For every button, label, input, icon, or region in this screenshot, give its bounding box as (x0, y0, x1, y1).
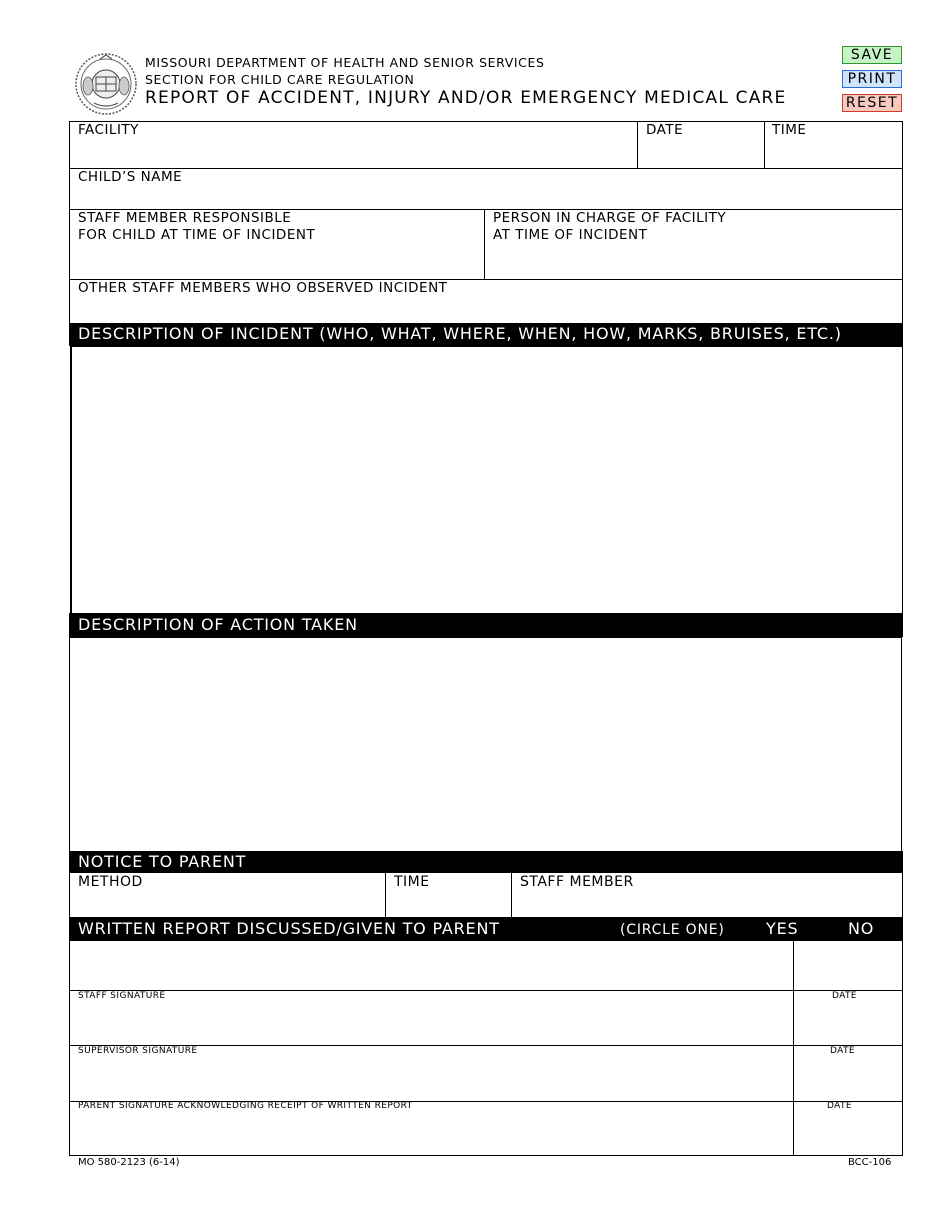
incident-section-header (69, 323, 903, 346)
staff-signature-date-label: DATE (832, 991, 858, 1001)
staff-signature-date-field[interactable] (794, 941, 901, 989)
yes-option[interactable]: YES (766, 919, 799, 938)
action-section-header (69, 613, 903, 637)
save-button[interactable]: SAVE (842, 46, 902, 64)
staff-responsible-label-line1: STAFF MEMBER RESPONSIBLE (78, 210, 292, 226)
date-label: DATE (646, 122, 684, 138)
print-button[interactable]: PRINT (842, 70, 902, 88)
supervisor-signature-date-label: DATE (830, 1046, 856, 1056)
parent-signature-field[interactable] (70, 1113, 792, 1154)
notice-time-label: TIME (394, 874, 430, 890)
written-report-title: WRITTEN REPORT DISCUSSED/GIVEN TO PARENT (78, 919, 500, 938)
facility-field[interactable] (70, 122, 636, 167)
supervisor-signature-date-field[interactable] (794, 1002, 901, 1044)
no-option[interactable]: NO (848, 919, 875, 938)
circle-one-label: (CIRCLE ONE) (620, 922, 725, 938)
section-name: SECTION FOR CHILD CARE REGULATION (145, 72, 415, 87)
parent-signature-label: PARENT SIGNATURE ACKNOWLEDGING RECEIPT OF WRITTEN REPORT (78, 1101, 413, 1111)
child-name-label: CHILD’S NAME (78, 169, 183, 185)
staff-signature-field[interactable] (70, 941, 792, 989)
notice-section-title: NOTICE TO PARENT (78, 852, 247, 871)
time-label: TIME (772, 122, 807, 138)
staff-responsible-label-line2: FOR CHILD AT TIME OF INCIDENT (78, 227, 316, 243)
notice-staff-member-label: STAFF MEMBER (520, 874, 634, 890)
written-report-header (69, 917, 903, 941)
form-code: BCC-106 (848, 1157, 892, 1168)
parent-signature-date-label: DATE (827, 1101, 853, 1111)
state-seal-icon (74, 51, 138, 117)
child-name-field[interactable] (70, 169, 901, 208)
person-in-charge-label-line2: AT TIME OF INCIDENT (493, 227, 648, 243)
parent-signature-date-field[interactable] (794, 1113, 901, 1154)
page-title: REPORT OF ACCIDENT, INJURY AND/OR EMERGENCY MEDICAL CARE (145, 88, 787, 108)
notice-method-label: METHOD (78, 874, 143, 890)
incident-section-title: DESCRIPTION OF INCIDENT (WHO, WHAT, WHERE, WHEN, HOW, MARKS, BRUISES, ETC.) (78, 324, 842, 343)
department-name: MISSOURI DEPARTMENT OF HEALTH AND SENIOR SERVICES (145, 55, 545, 70)
facility-label: FACILITY (78, 122, 139, 138)
form-number: MO 580-2123 (6-14) (78, 1157, 180, 1168)
notice-section-header (69, 851, 903, 873)
staff-signature-label: STAFF SIGNATURE (78, 991, 166, 1001)
person-in-charge-label-line1: PERSON IN CHARGE OF FACILITY (493, 210, 727, 226)
other-staff-label: OTHER STAFF MEMBERS WHO OBSERVED INCIDENT (78, 280, 448, 296)
supervisor-signature-field[interactable] (70, 1002, 792, 1044)
reset-button[interactable]: RESET (842, 94, 902, 112)
action-section-title: DESCRIPTION OF ACTION TAKEN (78, 615, 358, 634)
incident-description-textarea[interactable] (70, 346, 903, 614)
supervisor-signature-label: SUPERVISOR SIGNATURE (78, 1046, 198, 1056)
action-taken-textarea[interactable] (69, 637, 902, 852)
